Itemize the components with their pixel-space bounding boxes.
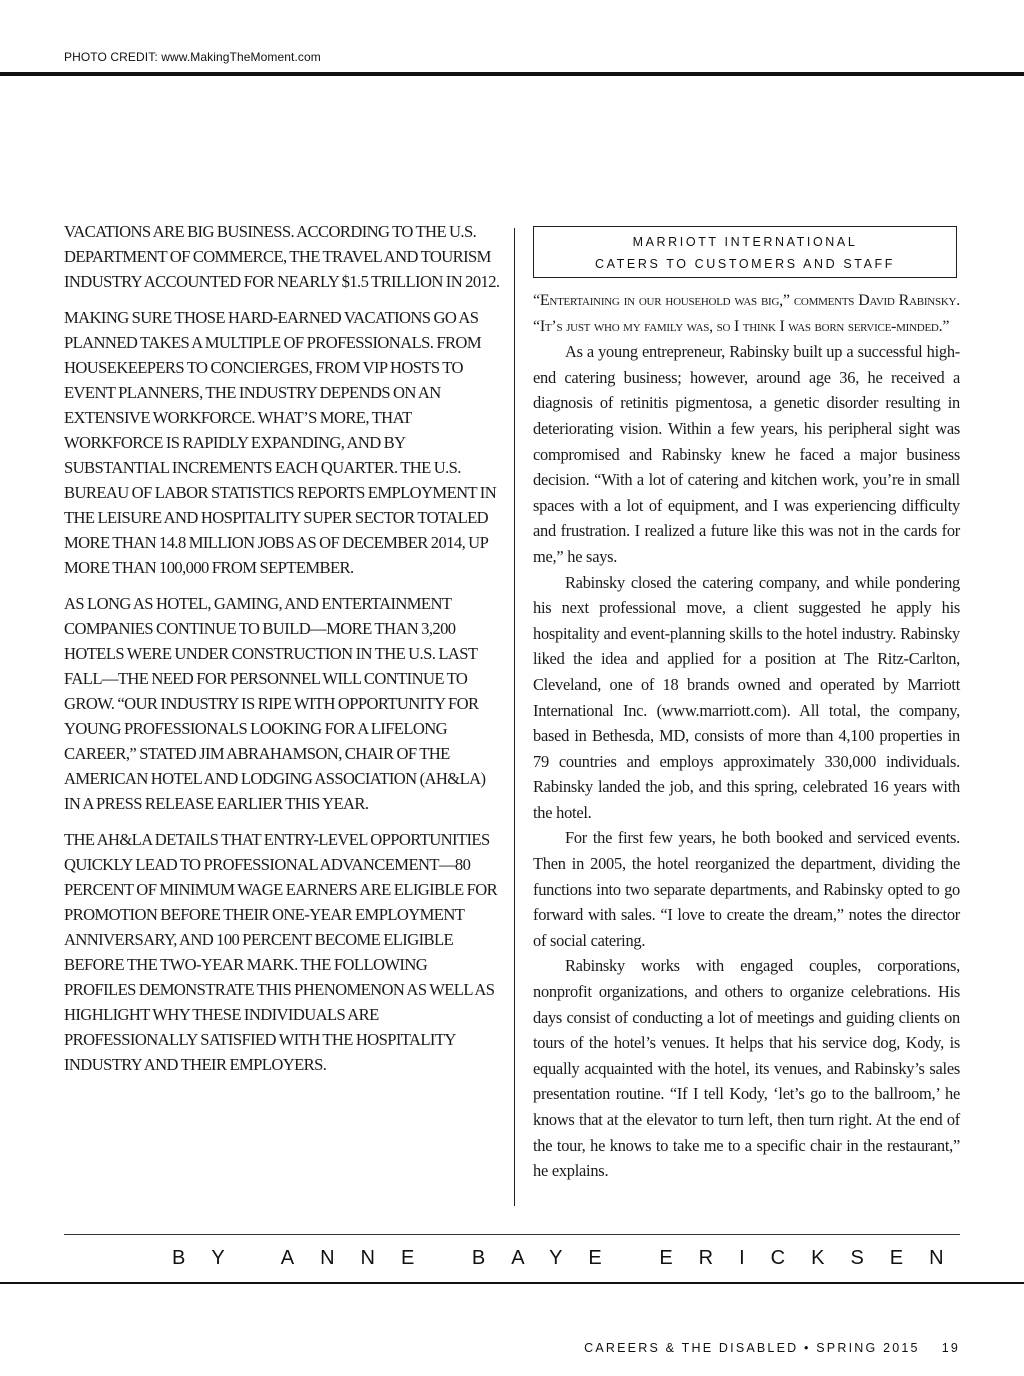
intro-paragraph: THE AH&LA DETAILS THAT ENTRY-LEVEL OPPORTUNITIES QUICKLY LEAD TO PROFESSIONAL ADVANCEMENT—80 PERCENT OF MINIMUM WAGE EARNERS ARE ELIGIBLE FOR PROMOTION BEFORE THEIR ONE-YEAR EMPLOYMENT ANNIVERSARY, AND 100 PERCENT BECOME ELIGIBLE BEFORE THE TWO-YEAR MARK. THE FOLLOWING PROFILES DEMONSTRATE THIS PHENOMENON AS WELL AS HIGHLIGHT WHY THESE INDIVIDUALS ARE PROFESSIONALLY SATISFIED WITH THE HOSPITALITY INDUSTRY AND THEIR EMPLOYERS. bbox=[64, 830, 498, 1074]
body-paragraph: For the first few years, he both booked and serviced events. Then in 2005, the hotel reorganized the department, dividing the functions into two separate departments, and Rabinsky opted to go forward with sales. “I love to create the dream,” notes the director of social catering. bbox=[533, 828, 960, 950]
body-paragraph: Rabinsky closed the catering company, and while pondering his next professional move, a client suggested he apply his hospitality and event-planning skills to the hotel industry. Rabinsky liked the idea and applied for a position at The Ritz-Carlton, Cleveland, one of 18 brands owned and operated by Marriott International Inc. (www.marriott.com). All total, the company, based in Bethesda, MD, consists of more than 4,100 properties in 79 countries and employs approximately 330,000 individuals. Rabinsky landed the job, and this spring, celebrated 16 years with the hotel. bbox=[533, 572, 960, 822]
intro-paragraph: AS LONG AS HOTEL, GAMING, AND ENTERTAINMENT COMPANIES CONTINUE TO BUILD—MORE THAN 3,200 HOTELS WERE UNDER CONSTRUCTION IN THE U.S. LAST FALL—THE NEED FOR PERSONNEL WILL CONTINUE TO GROW. “OUR INDUSTRY IS RIPE WITH OPPORTUNITY FOR YOUNG PROFESSIONALS LOOKING FOR A LIFELONG CAREER,” STATED JIM ABRAHAMSON, CHAIR OF THE AMERICAN HOTEL AND LODGING ASSOCIATION (AH&LA) IN A PRESS RELEASE EARLIER THIS YEAR. bbox=[64, 594, 486, 813]
body-paragraph: As a young entrepreneur, Rabinsky built up a successful high-end catering business; however, around age 36, he received a diagnosis of retinitis pigmentosa, a genetic disorder resulting in deteriorating vision. Within a few years, his peripheral sight was compromised and Rabinsky knew he faced a major business decision. “With a lot of catering and kitchen work, you’re in small spaces with a lot of equipment, and I was experiencing difficulty and frustration. I realized a future like this was not in the cards for me,” he says. bbox=[533, 342, 960, 566]
body-paragraph: Rabinsky works with engaged couples, corporations, nonprofit organizations, and others to organize celebrations. His days consist of conducting a lot of meetings and guiding clients on tours of the hotel’s venues. It helps that his service dog, Kody, is equally acquainted with the hotel, its venues, and Rabinsky’s sales presentation routine. “If I tell Kody, ‘let’s go to the ballroom,’ he knows that at the elevator to turn left, then turn right. At the end of the tour, he knows to take me to a specific chair in the restaurant,” he explains. bbox=[533, 956, 960, 1181]
section-heading-line1: MARRIOTT INTERNATIONAL bbox=[632, 235, 858, 249]
lead-quote: “Entertaining in our household was big,” comments David Rabinsky. “It’s just who my family was, so I think I was born service-minded.” bbox=[533, 292, 960, 335]
section-heading-line2: CATERS TO CUSTOMERS AND STAFF bbox=[595, 257, 895, 271]
publication-name: CAREERS & THE DISABLED • SPRING 2015 bbox=[584, 1341, 920, 1355]
intro-paragraph: VACATIONS ARE BIG BUSINESS. ACCORDING TO THE U.S. DEPARTMENT OF COMMERCE, THE TRAVEL AND TOURISM INDUSTRY ACCOUNTED FOR NEARLY $1.5 TRILLION IN 2012. bbox=[64, 222, 500, 291]
section-heading-box bbox=[533, 226, 957, 278]
profile-column bbox=[533, 288, 960, 1184]
page-number: 19 bbox=[941, 1341, 960, 1355]
intro-paragraph: MAKING SURE THOSE HARD-EARNED VACATIONS GO AS PLANNED TAKES A MULTIPLE OF PROFESSIONALS. FROM HOUSEKEEPERS TO CONCIERGES, FROM VIP HOSTS TO EVENT PLANNERS, THE INDUSTRY DEPENDS ON AN EXTENSIVE WORKFORCE. WHAT’S MORE, THAT WORKFORCE IS RAPIDLY EXPANDING, AND BY SUBSTANTIAL INCREMENTS EACH QUARTER. THE U.S. BUREAU OF LABOR STATISTICS REPORTS EMPLOYMENT IN THE LEISURE AND HOSPITALITY SUPER SECTOR TOTALED MORE THAN 14.8 MILLION JOBS AS OF DECEMBER 2014, UP MORE THAN 100,000 FROM SEPTEMBER. bbox=[64, 308, 497, 577]
byline-bottom-rule bbox=[0, 1282, 1024, 1284]
author-byline: BY ANNE BAYE ERICKSEN bbox=[172, 1247, 970, 1269]
intro-column bbox=[64, 219, 500, 1088]
byline-top-rule bbox=[64, 1234, 960, 1235]
column-divider bbox=[514, 228, 515, 1206]
photo-credit: PHOTO CREDIT: www.MakingTheMoment.com bbox=[64, 50, 321, 64]
page-footer bbox=[584, 1341, 960, 1355]
top-rule bbox=[0, 72, 1024, 76]
